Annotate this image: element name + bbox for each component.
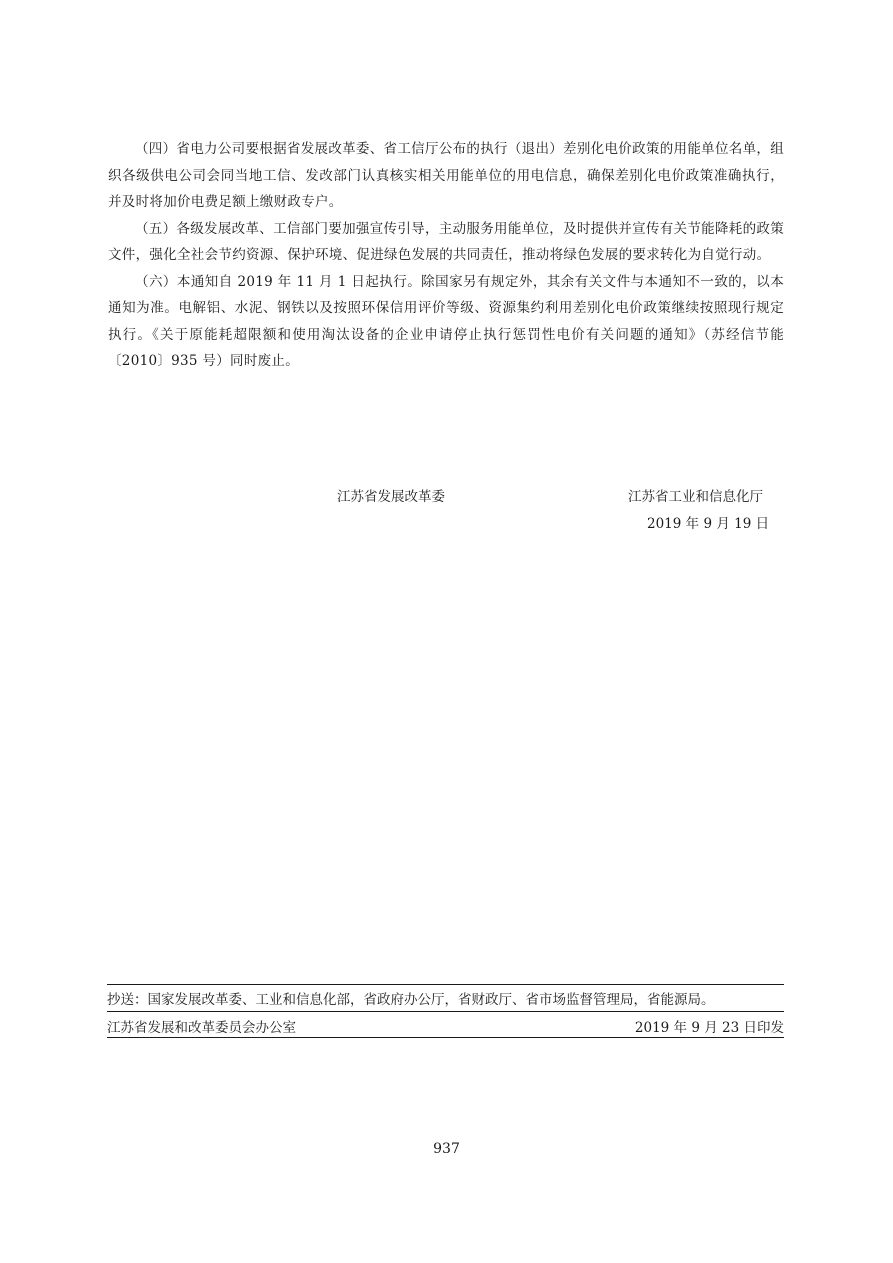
signature-date: 2019 年 9 月 19 日 — [647, 516, 770, 532]
paragraph-6: （六）本通知自 2019 年 11 月 1 日起执行。除国家另有规定外，其余有关文件与本通知不一致的，以本通知为准。电解铝、水泥、钢铁以及按照环保信用评价等级、资源集约利用差别化电价政策继续按照现行规定执行。《关于原能耗超限额和使用淘汰设备的企业申请停止执行惩罚性电价有关问题的通知》（苏经信节能〔2010〕935 号）同时废止。 — [108, 273, 784, 369]
signature-right: 江苏省工业和信息化厅 — [628, 489, 763, 505]
signature-left: 江苏省发展改革委 — [337, 489, 445, 505]
page-number: 937 — [433, 1141, 460, 1157]
paragraph-4: （四）省电力公司要根据省发展改革委、省工信厅公布的执行（退出）差别化电价政策的用能单位名单，组织各级供电公司会同当地工信、发改部门认真核实相关用能单位的用电信息，确保差别化电价政策准确执行，并及时将加价电费足额上缴财政专户。 — [108, 141, 784, 210]
footer-middle-rule — [107, 1011, 784, 1012]
paragraph-5: （五）各级发展改革、工信部门要加强宣传引导，主动服务用能单位，及时提供并宣传有关节能降耗的政策文件，强化全社会节约资源、保护环境、促进绿色发展的共同责任，推动将绿色发展的要求转化为自觉行动。 — [108, 220, 784, 263]
footer-bottom-rule — [107, 1037, 784, 1038]
footer-top-rule — [107, 984, 784, 985]
body-text — [108, 136, 784, 375]
print-date: 2019 年 9 月 23 日印发 — [634, 1020, 784, 1036]
issuer: 江苏省发展和改革委员会办公室 — [107, 1020, 296, 1036]
cc-line: 抄送：国家发展改革委、工业和信息化部，省政府办公厅，省财政厅、省市场监督管理局，省能源局。 — [107, 992, 715, 1008]
